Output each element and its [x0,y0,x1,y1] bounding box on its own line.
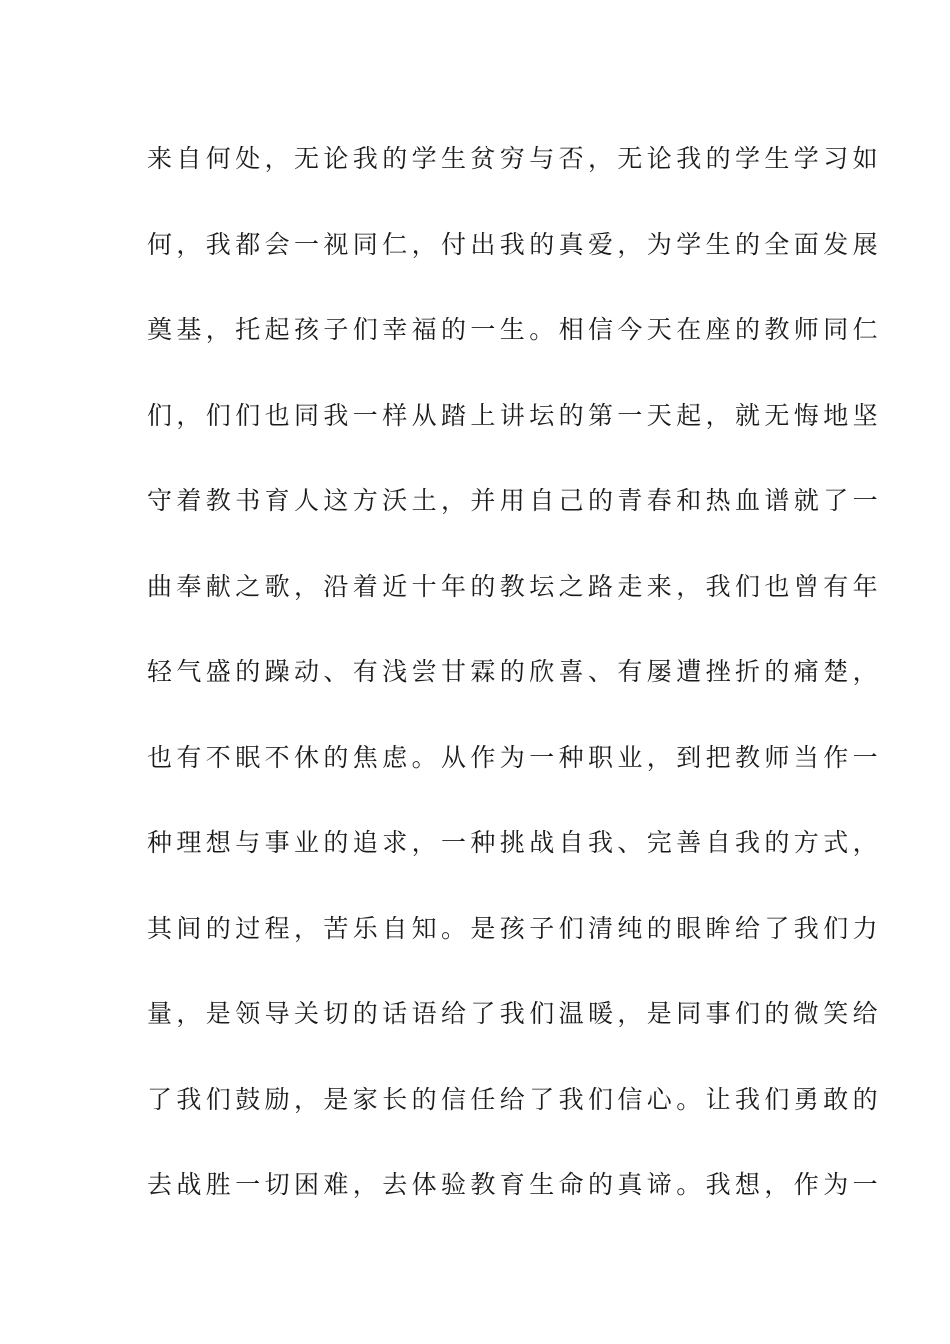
text-line: 种理想与事业的追求，一种挑战自我、完善自我的方式， [147,828,883,857]
text-line: 量，是领导关切的话语给了我们温暖，是同事们的微笑给 [147,999,883,1028]
text-line: 来自何处，无论我的学生贫穷与否，无论我的学生学习如 [147,144,883,173]
text-line: 守着教书育人这方沃土，并用自己的青春和热血谱就了一 [147,486,883,515]
text-line: 曲奉献之歌，沿着近十年的教坛之路走来，我们也曾有年 [147,571,883,601]
text-line: 也有不眠不休的焦虑。从作为一种职业，到把教师当作一 [147,742,883,772]
body-paragraph [147,138,883,1250]
text-line: 奠基，托起孩子们幸福的一生。相信今天在座的教师同仁 [147,315,883,344]
text-line: 其间的过程，苦乐自知。是孩子们清纯的眼眸给了我们力 [147,913,883,943]
text-line: 轻气盛的躁动、有浅尝甘霖的欣喜、有屡遭挫折的痛楚， [147,657,883,686]
text-line: 去战胜一切困难，去体验教育生命的真谛。我想，作为一 [147,1170,883,1199]
text-line: 了我们鼓励，是家长的信任给了我们信心。让我们勇敢的 [147,1084,883,1114]
text-line: 们，们们也同我一样从踏上讲坛的第一天起，就无悔地坚 [147,400,883,430]
text-line: 何，我都会一视同仁，付出我的真爱，为学生的全面发展 [147,229,883,259]
